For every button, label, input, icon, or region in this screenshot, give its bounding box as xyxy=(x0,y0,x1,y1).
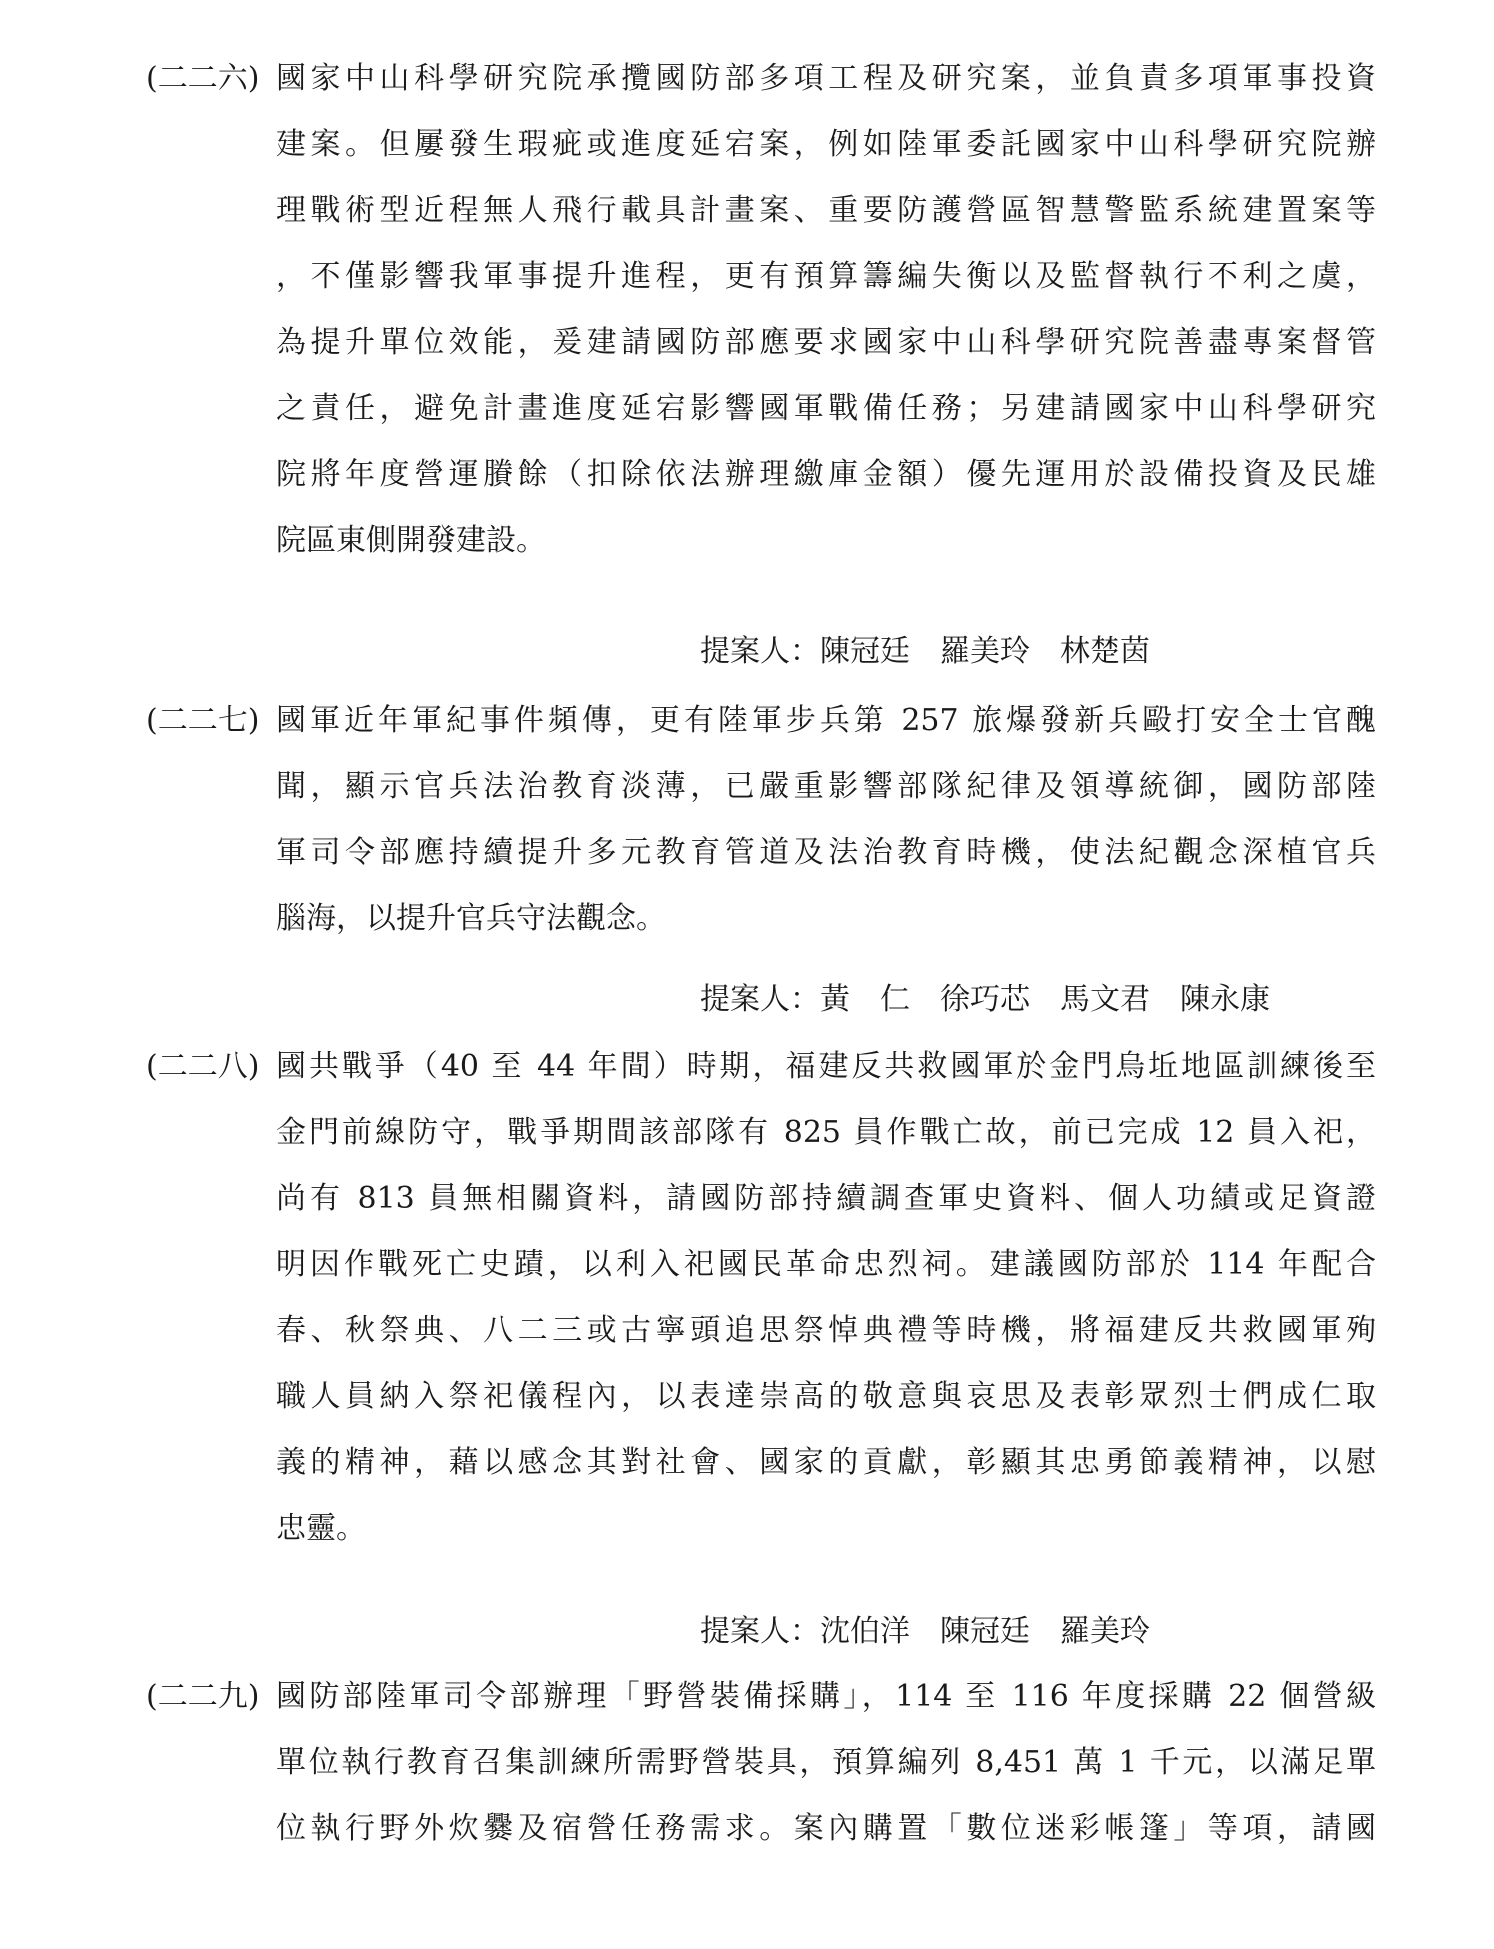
paragraph-line: 腦海，以提升官兵守法觀念。 xyxy=(276,901,666,936)
item-number: (二二九) xyxy=(146,1679,260,1714)
paragraph-line: 金門前線防守，戰爭期間該部隊有 825 員作戰亡故，前已完成 12 員入祀， xyxy=(276,1115,1376,1150)
paragraph-line: 國共戰爭（40 至 44 年間）時期，福建反共救國軍於金門烏坵地區訓練後至 xyxy=(276,1049,1376,1084)
paragraph-line: 為提升單位效能，爰建請國防部應要求國家中山科學研究院善盡專案督管 xyxy=(276,325,1376,360)
item-number: (二二八) xyxy=(146,1049,260,1084)
paragraph-line: 國防部陸軍司令部辦理「野營裝備採購」，114 至 116 年度採購 22 個營級 xyxy=(276,1679,1376,1714)
paragraph-line: 忠靈。 xyxy=(276,1511,366,1546)
paragraph-line: 春、秋祭典、八二三或古寧頭追思祭悼典禮等時機，將福建反共救國軍殉 xyxy=(276,1313,1376,1348)
item-number: (二二七) xyxy=(146,703,260,738)
paragraph-line: 院區東側開發建設。 xyxy=(276,523,546,558)
paragraph-line: 聞，顯示官兵法治教育淡薄，已嚴重影響部隊紀律及領導統御，國防部陸 xyxy=(276,769,1376,804)
paragraph-line: 院將年度營運賸餘（扣除依法辦理繳庫金額）優先運用於設備投資及民雄 xyxy=(276,457,1376,492)
paragraph-line: 義的精神，藉以感念其對社會、國家的貢獻，彰顯其忠勇節義精神，以慰 xyxy=(276,1445,1376,1480)
paragraph-line: 國家中山科學研究院承攬國防部多項工程及研究案，並負責多項軍事投資 xyxy=(276,61,1376,96)
paragraph-line: 建案。但屢發生瑕疵或進度延宕案，例如陸軍委託國家中山科學研究院辦 xyxy=(276,127,1376,162)
item-number: (二二六) xyxy=(146,61,260,96)
paragraph-line: 尚有 813 員無相關資料，請國防部持續調查軍史資料、個人功績或足資證 xyxy=(276,1181,1376,1216)
proposer-line: 提案人：陳冠廷 羅美玲 林楚茵 xyxy=(700,634,1150,669)
paragraph-line: 國軍近年軍紀事件頻傳，更有陸軍步兵第 257 旅爆發新兵毆打安全士官醜 xyxy=(276,703,1376,738)
paragraph-line: 職人員納入祭祀儀程內，以表達崇高的敬意與哀思及表彰眾烈士們成仁取 xyxy=(276,1379,1376,1414)
proposer-line: 提案人：黃 仁 徐巧芯 馬文君 陳永康 xyxy=(700,982,1270,1017)
paragraph-line: 理戰術型近程無人飛行載具計畫案、重要防護營區智慧警監系統建置案等 xyxy=(276,193,1376,228)
paragraph-line: 明因作戰死亡史蹟，以利入祀國民革命忠烈祠。建議國防部於 114 年配合 xyxy=(276,1247,1376,1282)
paragraph-line: ，不僅影響我軍事提升進程，更有預算籌編失衡以及監督執行不利之虞， xyxy=(276,259,1376,294)
paragraph-line: 之責任，避免計畫進度延宕影響國軍戰備任務；另建請國家中山科學研究 xyxy=(276,391,1376,426)
paragraph-line: 單位執行教育召集訓練所需野營裝具，預算編列 8,451 萬 1 千元，以滿足單 xyxy=(276,1745,1376,1780)
paragraph-line: 軍司令部應持續提升多元教育管道及法治教育時機，使法紀觀念深植官兵 xyxy=(276,835,1376,870)
proposer-line: 提案人：沈伯洋 陳冠廷 羅美玲 xyxy=(700,1614,1150,1649)
paragraph-line: 位執行野外炊爨及宿營任務需求。案內購置「數位迷彩帳篷」等項，請國 xyxy=(276,1811,1376,1846)
